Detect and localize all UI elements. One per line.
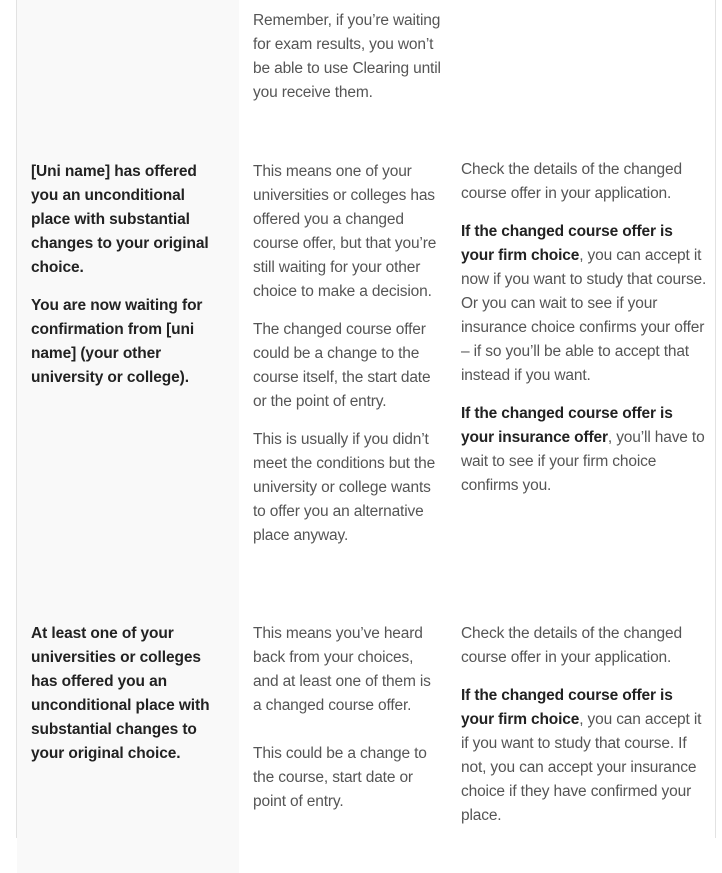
- table-row: [17, 613, 715, 873]
- table-row: [17, 0, 715, 152]
- meaning-text: Remember, if you’re waiting for exam results, you won’t be able to use Clearing until you receive them.: [253, 12, 441, 101]
- action-cell: [449, 0, 715, 151]
- action-bold-text: If the changed course offer is your insurance offer: [461, 405, 673, 446]
- meaning-cell: [239, 0, 449, 151]
- meaning-text: This is usually if you didn’t meet the conditions but the university or college wants to offer you an alternative place anyway.: [253, 431, 436, 544]
- status-cell: [17, 151, 239, 613]
- action-text: [461, 684, 707, 828]
- action-text: Check the details of the changed course offer in your application.: [461, 161, 682, 202]
- action-rest-text: , you’ll have to wait to see if your firm choice confirms you.: [461, 429, 705, 494]
- meaning-text: This means you’ve heard back from your choices, and at least one of them is a changed course offer.: [253, 625, 431, 714]
- meaning-text: This means one of your universities or colleges has offered you a changed course offer, but that you’re still waiting for your other choice to make a decision.: [253, 163, 437, 300]
- action-cell: [449, 613, 715, 873]
- status-text: [Uni name] has offered you an unconditional place with substantial changes to your original choice.: [31, 163, 209, 276]
- status-cell: [17, 0, 239, 151]
- action-rest-text: , you can accept it if you want to study that course. If not, you can accept your insurance choice if they have confirmed your place.: [461, 711, 702, 824]
- meaning-text: This could be a change to the course, start date or point of entry.: [253, 745, 427, 810]
- action-text: Check the details of the changed course offer in your application.: [461, 625, 682, 666]
- meaning-text: The changed course offer could be a change to the course itself, the start date or the point of entry.: [253, 321, 431, 410]
- offer-status-table: [16, 0, 716, 838]
- table-row: [17, 151, 715, 614]
- status-text: You are now waiting for confirmation from [uni name] (your other university or college).: [31, 297, 203, 386]
- meaning-cell: [239, 151, 449, 613]
- action-text: [461, 402, 707, 498]
- action-cell: [449, 151, 715, 613]
- meaning-cell: [239, 613, 449, 873]
- action-bold-text: If the changed course offer is your firm choice: [461, 687, 673, 728]
- action-text: [461, 220, 707, 388]
- action-rest-text: , you can accept it now if you want to study that course. Or you can wait to see if your insurance choice confirms your offer – if so you’ll be able to accept that instead if you want.: [461, 247, 707, 384]
- action-bold-text: If the changed course offer is your firm choice: [461, 223, 673, 264]
- status-cell: [17, 613, 239, 873]
- status-text: At least one of your universities or colleges has offered you an unconditional place with substantial changes to your original choice.: [31, 625, 210, 762]
